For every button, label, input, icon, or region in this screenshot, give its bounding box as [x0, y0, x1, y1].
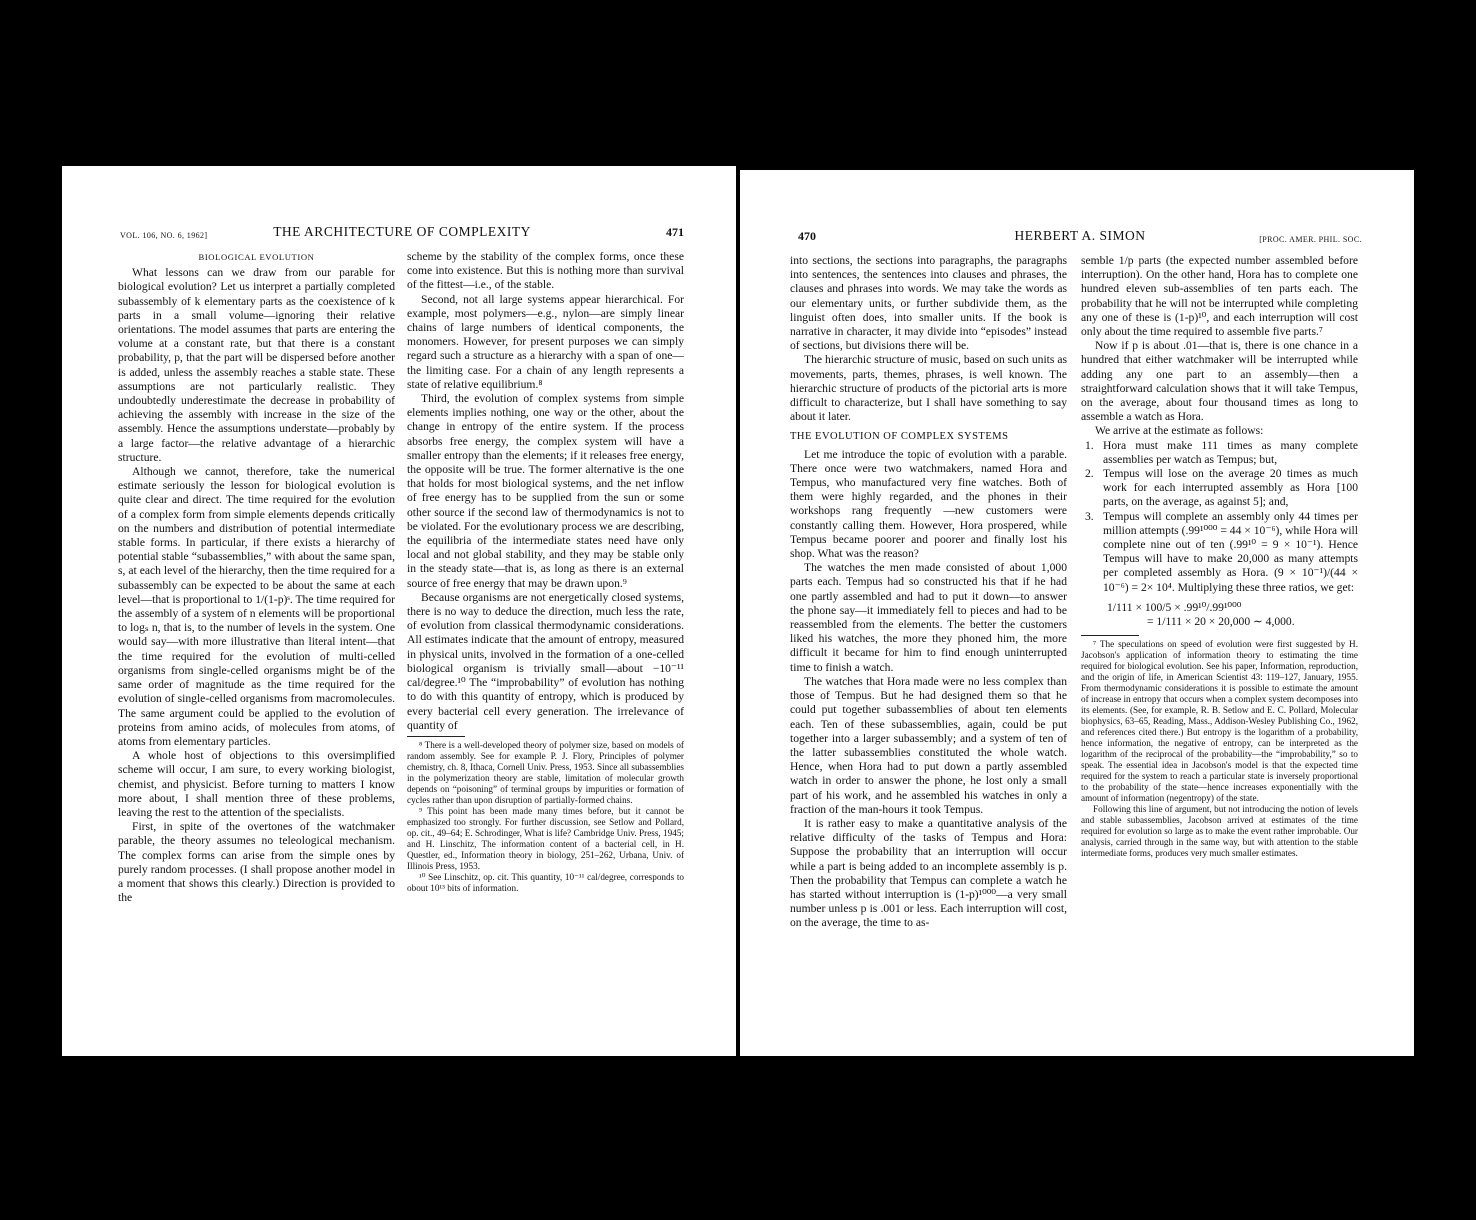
running-head-right — [798, 226, 1362, 244]
running-head-left — [120, 222, 684, 240]
list-item — [1081, 439, 1358, 467]
paragraph: Although we cannot, therefore, take the numerical estimate seriously the lesson for biological evolution is quite clear and direct. The time required for the evolution of a complex form from simple elements depends critically on the numbers and distribution of potential intermediate stable forms. In particular, if there exists a hierarchy of potential stable “subassemblies,” with about the same span, s, at each level of the hierarchy, then the time required for a subassembly can be expected to be about the same at each level—that is proportional to 1/(1-p)ˢ. The time required for the assembly of a system of n elements will be proportional to logₛ n, that is, to the number of levels in the system. One would say—with more illustrative than literal intent—that the time required for the evolution of multi-celled organisms from single-celled organisms might be of the same order of magnitude as the time required for the evolution of single-celled organisms from macromolecules. The same argument could be applied to the evolution of proteins from amino acids, of molecules from atoms, of atoms from elementary particles. — [118, 465, 395, 748]
left-column-2 — [407, 250, 684, 1020]
footnote: ⁹ This point has been made many times before, but it cannot be emphasized too strongly. For further discussion, see Setlow and Pollard, op. cit., 49–64; E. Schrodinger, What is life? Cambridge Univ. Press, 1945; and H. Linschitz, The information content of a bacterial cell, in H. Questler, ed., Information theory in biology, 251–262, Urbana, Univ. of Illinois Press, 1953. — [407, 805, 684, 871]
list-text: Tempus will complete an assembly only 44 times per million attempts (.99¹⁰⁰⁰ = 44 × 10⁻⁶), while Hora will complete nine out of ten (.99¹⁰ = 9 × 10⁻¹). Hence Tempus will have to make 20,000 as many attempts per completed assembly as Hora. (9 × 10⁻¹)/(44 × 10⁻⁶) = 2× 10⁴. Multiplying these three ratios, we get: — [1103, 509, 1358, 594]
paragraph: scheme by the stability of the complex forms, once these come into existence. But this is nothing more than survival of the fittest—i.e., of the stable. — [407, 250, 684, 292]
left-page — [62, 166, 736, 1056]
paragraph: The watches that Hora made were no less complex than those of Tempus. But he had designed them so that he could put together subassemblies of about ten elements each. Ten of these subassemblies, again, could be put together into a larger subassembly; and a system of ten of the latter subassemblies constituted the whole watch. Hence, when Hora had to put down a partly assembled watch in order to answer the phone, he lost only a small part of his work, and he assembled his watches in only a fraction of the man-hours it took Tempus. — [790, 674, 1067, 816]
formula-line: = 1/111 × 20 × 20,000 ∼ 4,000. — [1147, 615, 1295, 629]
volume-label: VOL. 106, NO. 6, 1962] — [120, 231, 208, 240]
list-item — [1081, 510, 1358, 595]
list-number: 1. — [1085, 438, 1094, 452]
paragraph: First, in spite of the overtones of the watchmaker parable, the theory assumes no teleological mechanism. The complex forms can arise from the simple ones by purely random processes. (I shall propose another model in a moment that shows this clearly.) Direction is provided to the — [118, 820, 395, 905]
paragraph: The watches the men made consisted of about 1,000 parts each. Tempus had so constructed his that if he had one partly assembled and had to put it down—to answer the phone say—it immediately fell to pieces and had to be reassembled from the elements. The better the customers liked his watches, the more they phoned him, the more difficult it became for him to find enough uninterrupted time to finish a watch. — [790, 561, 1067, 674]
paragraph: Let me introduce the topic of evolution with a parable. There once were two watchmakers, named Hora and Tempus, who manufactured very fine watches. Both of them were highly regarded, and the phones in their workshops rang frequently —new customers were constantly calling them. However, Hora prospered, while Tempus became poorer and poorer and finally lost his shop. What was the reason? — [790, 447, 1067, 561]
footnote: Following this line of argument, but not introducing the notion of levels and stable subassemblies, Jacobson arrived at estimates of the time required for evolution so large as to make the event rather improbable. Our analysis, carried through in the same way, but with attention to the stable intermediate forms, produces very much smaller estimates. — [1081, 804, 1358, 859]
estimate-list — [1081, 439, 1358, 595]
footnote: ⁸ There is a well-developed theory of polymer size, based on models of random assembly. See for example P. J. Flory, Principles of polymer chemistry, ch. 8, Ithaca, Cornell Univ. Press, 1953. Since all subassemblies in the polymerization theory are stable, limitation of molecular growth depends on “poisoning” of terminal groups by impurities or formation of cycles rather than upon disruption of partially-formed chains. — [407, 739, 684, 805]
paragraph: into sections, the sections into paragraphs, the paragraphs into sentences, the sentences into clauses and phrases, the clauses and phrases into words. We may take the words as our elementary units, or further subdivide them, as the linguist often does, into smaller units. If the book is narrative in character, it may divide into “episodes” instead of sections, but divisions there will be. — [790, 254, 1067, 353]
paragraph: Now if p is about .01—that is, there is one chance in a hundred that either watchmaker will be interrupted while adding any one part to an assembly—then a straightforward calculation shows that it will take Tempus, on the average, about four thousand times as long to assemble a watch as Hora. — [1081, 339, 1358, 424]
right-page — [740, 170, 1414, 1056]
article-title: THE ARCHITECTURE OF COMPLEXITY — [273, 224, 531, 239]
paragraph: Because organisms are not energetically closed systems, there is no way to deduce the direction, much less the rate, of evolution from classical thermodynamic considerations. All estimates indicate that the amount of entropy, measured in physical units, involved in the formation of a one-celled biological organism is trivially small—about −10⁻¹¹ cal/degree.¹⁰ The “improbability” of evolution has nothing to do with this quantity of entropy, which is produced by every bacterial cell every generation. The irrelevance of quantity of — [407, 590, 684, 732]
right-column-2 — [1081, 254, 1358, 1014]
list-text: Tempus will lose on the average 20 times as much work for each interrupted assembly as Hora [100 parts, on the average, as against 5]; and, — [1103, 467, 1358, 509]
paragraph: A whole host of objections to this oversimplified scheme will occur, I am sure, to every working biologist, chemist, and physicist. Before turning to matters I know more about, I shall mention three of these problems, leaving the rest to the attention of the specialists. — [118, 749, 395, 819]
author-name: HERBERT A. SIMON — [1014, 228, 1146, 243]
list-text: Hora must make 111 times as many complete assemblies per watch as Tempus; but, — [1103, 438, 1358, 466]
section-title: BIOLOGICAL EVOLUTION — [198, 252, 315, 262]
footnote-rule — [1081, 635, 1139, 636]
journal-label: [PROC. AMER. PHIL. SOC. — [1259, 235, 1362, 244]
list-number: 3. — [1085, 509, 1094, 523]
paragraph: We arrive at the estimate as follows: — [1095, 424, 1264, 438]
footnote: ¹⁰ See Linschitz, op. cit. This quantity, 10⁻¹¹ cal/degree, corresponds to obout 10¹³ bits of information. — [407, 871, 684, 893]
formula — [1081, 601, 1358, 629]
right-column-1 — [790, 254, 1067, 1014]
paragraph: Second, not all large systems appear hierarchical. For example, most polymers—e.g., nylon—are simply linear chains of large numbers of identical components, the monomers. However, for present purposes we can simply regard such a structure as a hierarchy with a span of one—the limiting case. For a chain of any length represents a state of relative equilibrium.⁸ — [407, 292, 684, 391]
left-column-1 — [118, 250, 395, 1020]
list-number: 2. — [1085, 467, 1094, 481]
paragraph: It is rather easy to make a quantitative analysis of the relative difficulty of the tasks of Tempus and Hora: Suppose the probability that an interruption will occur while a part is being added to an incomplete assembly is p. Then the probability that Tempus can complete a watch he has started without interruption is (1-p)¹⁰⁰⁰—a very small number unless p is .001 or less. Each interruption will cost, on the average, the time to as- — [790, 816, 1067, 930]
page-number: 471 — [666, 225, 684, 239]
footnote: ⁷ The speculations on speed of evolution were first suggested by H. Jacobson's application of information theory to estimating the time required for biological evolution. See his paper, Information, reproduction, and the origin of life, in American Scientist 43: 119–127, January, 1955. From thermodynamic considerations it is possible to estimate the amount of increase in entropy that occurs when a complex system decomposes into its elements. (See, for example, R. B. Setlow and E. C. Pollard, Molecular biophysics, 63–65, Reading, Mass., Addison-Wesley Publishing Co., 1962, and references cited there.) But entropy is the logarithm of a probability, hence information, the negative of entropy, can be interpreted as the logarithm of the reciprocal of the probability—the “improbability,” so to speak. The essential idea in Jacobson's model is that the expected time required for the system to reach a particular state is inversely proportional to the probability of the state—hence increases exponentially with the amount of information (negentropy) of the state. — [1081, 639, 1358, 804]
paragraph: semble 1/p parts (the expected number assembled before interruption). On the other hand, Hora has to complete one hundred eleven sub-assemblies of ten parts each. The probability that he will not be interrupted while completing any one of these is (1-p)¹⁰, and each interruption will cost only about the time required to assemble five parts.⁷ — [1081, 254, 1358, 339]
paragraph: Third, the evolution of complex systems from simple elements implies nothing, one way or the other, about the change in entropy of the entire system. If the process absorbs free energy, the complex system will have a smaller entropy than the elements; if it releases free energy, the opposite will be true. The former alternative is the one that holds for most biological systems, and the net inflow of free energy has to be supplied from the sun or some other source if the second law of thermodynamics is not to be violated. For the evolutionary process we are describing, the equilibria of the intermediate states need have only local and not global stability, and they may be stable only in the steady state—that is, as long as there is an external source of free energy that may be drawn upon.⁹ — [407, 392, 684, 590]
paragraph: The hierarchic structure of music, based on such units as movements, parts, themes, phrases, is well known. The hierarchic structure of products of the pictorial arts is more difficult to characterize, but I shall have something to say about it later. — [790, 353, 1067, 424]
footnote-rule — [407, 736, 465, 737]
section-title: THE EVOLUTION OF COMPLEX SYSTEMS — [790, 431, 1009, 443]
paragraph: What lessons can we draw from our parable for biological evolution? Let us interpret a partially completed subassembly of k elementary parts as the coexistence of k parts in a small volume—ignoring their relative orientations. The model assumes that parts are entering the volume at a constant rate, but that there is a constant probability, p, that the part will be dispersed before another is added, unless the assembly reaches a stable state. These assumptions are not particularly realistic. They undoubtedly underestimate the decrease in probability of achieving the assembly with increase in the size of the assembly. Hence the assumptions understate—probably by a large factor—the relative advantage of a hierarchic structure. — [118, 266, 395, 464]
page-number: 470 — [798, 229, 816, 243]
list-item — [1081, 467, 1358, 510]
formula-line: 1/111 × 100/5 × .99¹⁰/.99¹⁰⁰⁰ — [1107, 600, 1242, 614]
